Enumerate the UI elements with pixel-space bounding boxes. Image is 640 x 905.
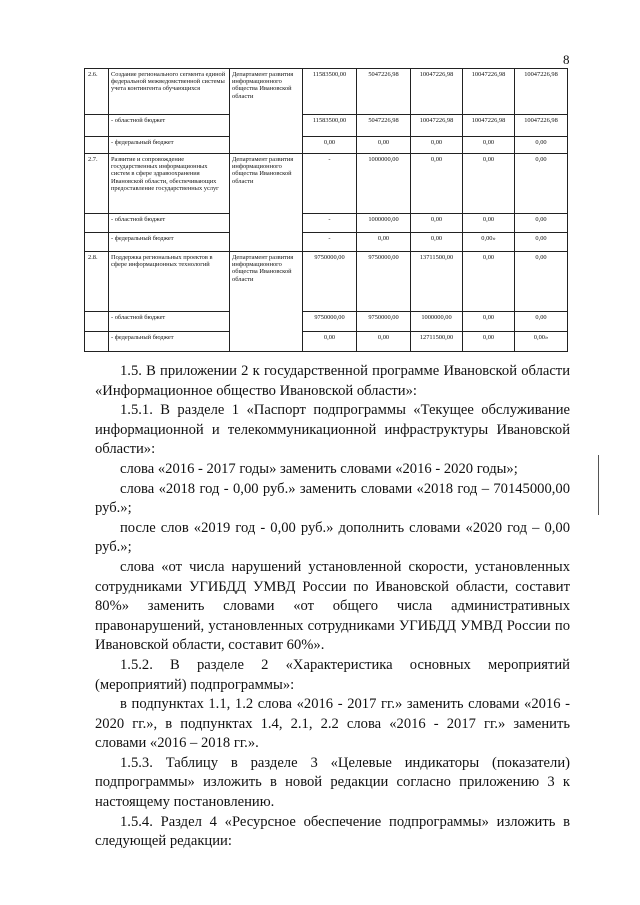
value-cell: 0,00 <box>303 332 357 352</box>
value-cell: 0,00 <box>515 252 568 312</box>
table-row <box>85 137 568 154</box>
body-text <box>95 362 570 852</box>
value-cell: 10047226,98 <box>463 115 515 137</box>
value-cell: 9750000,00 <box>357 252 411 312</box>
value-cell: 0,00 <box>411 137 463 154</box>
value-cell: 0,00 <box>515 137 568 154</box>
value-cell: 0,00 <box>357 233 411 252</box>
row-name: - областной бюджет <box>109 214 230 233</box>
row-number: 2.7. <box>85 154 109 214</box>
value-cell: 0,00 <box>463 137 515 154</box>
value-cell: 0,00 <box>463 214 515 233</box>
value-cell: 0,00 <box>463 312 515 332</box>
value-cell: 0,00 <box>515 154 568 214</box>
value-cell: 12711500,00 <box>411 332 463 352</box>
row-name: - областной бюджет <box>109 312 230 332</box>
row-name: - федеральный бюджет <box>109 233 230 252</box>
value-cell: 0,00» <box>463 233 515 252</box>
paragraph: слова «2018 год - 0,00 руб.» заменить словами «2018 год – 70145000,00 руб.»; <box>95 480 570 517</box>
row-department: Департамент развития информационного общества Ивановской области <box>230 252 303 352</box>
table-row <box>85 233 568 252</box>
table-row <box>85 69 568 115</box>
table-row <box>85 115 568 137</box>
row-name: - федеральный бюджет <box>109 332 230 352</box>
row-department: Департамент развития информационного общества Ивановской области <box>230 69 303 154</box>
value-cell: 0,00 <box>463 252 515 312</box>
value-cell: 0,00 <box>463 332 515 352</box>
table-row <box>85 332 568 352</box>
page-number: 8 <box>563 52 570 67</box>
value-cell: 0,00 <box>411 154 463 214</box>
paragraph: 1.5.1. В разделе 1 «Паспорт подпрограммы «Текущее обслуживание информационной и телекоммуникационной инфраструктуры Ивановской области»: <box>95 402 570 458</box>
paragraph: слова «от числа нарушений установленной скорости, установленных сотрудниками УГИБДД УМВД России по Ивановской области, составит 80%» заменить словами «от общего числа административных правонарушений, установленных сотрудниками УГИБДД УМВД России по Ивановской области, составит 60%». <box>95 558 570 654</box>
row-name: - федеральный бюджет <box>109 137 230 154</box>
table-row <box>85 214 568 233</box>
value-cell: 11583500,00 <box>303 115 357 137</box>
value-cell: 0,00 <box>515 312 568 332</box>
value-cell: 0,00 <box>411 214 463 233</box>
value-cell: - <box>303 214 357 233</box>
row-number: 2.8. <box>85 252 109 312</box>
value-cell: 5047226,98 <box>357 69 411 115</box>
value-cell: 10047226,98 <box>411 115 463 137</box>
value-cell: 9750000,00 <box>357 312 411 332</box>
value-cell: 1000000,00 <box>357 214 411 233</box>
value-cell: 10047226,98 <box>411 69 463 115</box>
row-department: Департамент развития информационного общества Ивановской области <box>230 154 303 252</box>
table-row <box>85 312 568 332</box>
paragraph: в подпунктах 1.1, 1.2 слова «2016 - 2017 гг.» заменить словами «2016 - 2020 гг.», в подпунктах 1.4, 2.1, 2.2 слова «2016 - 2017 гг.» заменить словами «2016 – 2018 гг.». <box>95 696 570 752</box>
table-row <box>85 154 568 214</box>
value-cell: 10047226,98 <box>515 115 568 137</box>
paragraph: после слов «2019 год - 0,00 руб.» дополнить словами «2020 год – 0,00 руб.»; <box>95 519 570 556</box>
value-cell: 0,00 <box>357 137 411 154</box>
value-cell: 0,00» <box>515 332 568 352</box>
row-name: Поддержка региональных проектов в сфере информационных технологий <box>109 252 230 312</box>
row-name: Развитие и сопровождение государственных информационных систем в сфере здравоохранения Ивановской области, обеспечивающих предоставление государственных услуг <box>109 154 230 214</box>
table-row <box>85 252 568 312</box>
paragraph: 1.5.2. В разделе 2 «Характеристика основных мероприятий (мероприятий) подпрограммы»: <box>95 656 570 693</box>
row-name: Создание регионального сегмента единой федеральной межведомственной системы учета контингента обучающихся <box>109 69 230 115</box>
value-cell: 13711500,00 <box>411 252 463 312</box>
value-cell: 0,00 <box>303 137 357 154</box>
value-cell: 10047226,98 <box>515 69 568 115</box>
value-cell: 0,00 <box>463 154 515 214</box>
budget-table <box>84 68 568 352</box>
paragraph: слова «2016 - 2017 годы» заменить словами «2016 - 2020 годы»; <box>120 460 518 477</box>
value-cell: 9750000,00 <box>303 312 357 332</box>
value-cell: 0,00 <box>515 233 568 252</box>
row-name: - областной бюджет <box>109 115 230 137</box>
row-number: 2.6. <box>85 69 109 115</box>
value-cell: 1000000,00 <box>357 154 411 214</box>
paragraph: 1.5.3. Таблицу в разделе 3 «Целевые индикаторы (показатели) подпрограммы» изложить в новой редакции согласно приложению 3 к настоящему постановлению. <box>95 754 570 811</box>
value-cell: 0,00 <box>515 214 568 233</box>
value-cell: 10047226,98 <box>463 69 515 115</box>
value-cell: 0,00 <box>411 233 463 252</box>
value-cell: - <box>303 154 357 214</box>
value-cell: 9750000,00 <box>303 252 357 312</box>
margin-mark <box>598 455 599 515</box>
value-cell: 11583500,00 <box>303 69 357 115</box>
value-cell: 0,00 <box>357 332 411 352</box>
paragraph: 1.5. В приложении 2 к государственной программе Ивановской области «Информационное общество Ивановской области»: <box>95 363 570 399</box>
value-cell: - <box>303 233 357 252</box>
value-cell: 1000000,00 <box>411 312 463 332</box>
paragraph: 1.5.4. Раздел 4 «Ресурсное обеспечение подпрограммы» изложить в следующей редакции: <box>95 813 570 850</box>
value-cell: 5047226,98 <box>357 115 411 137</box>
